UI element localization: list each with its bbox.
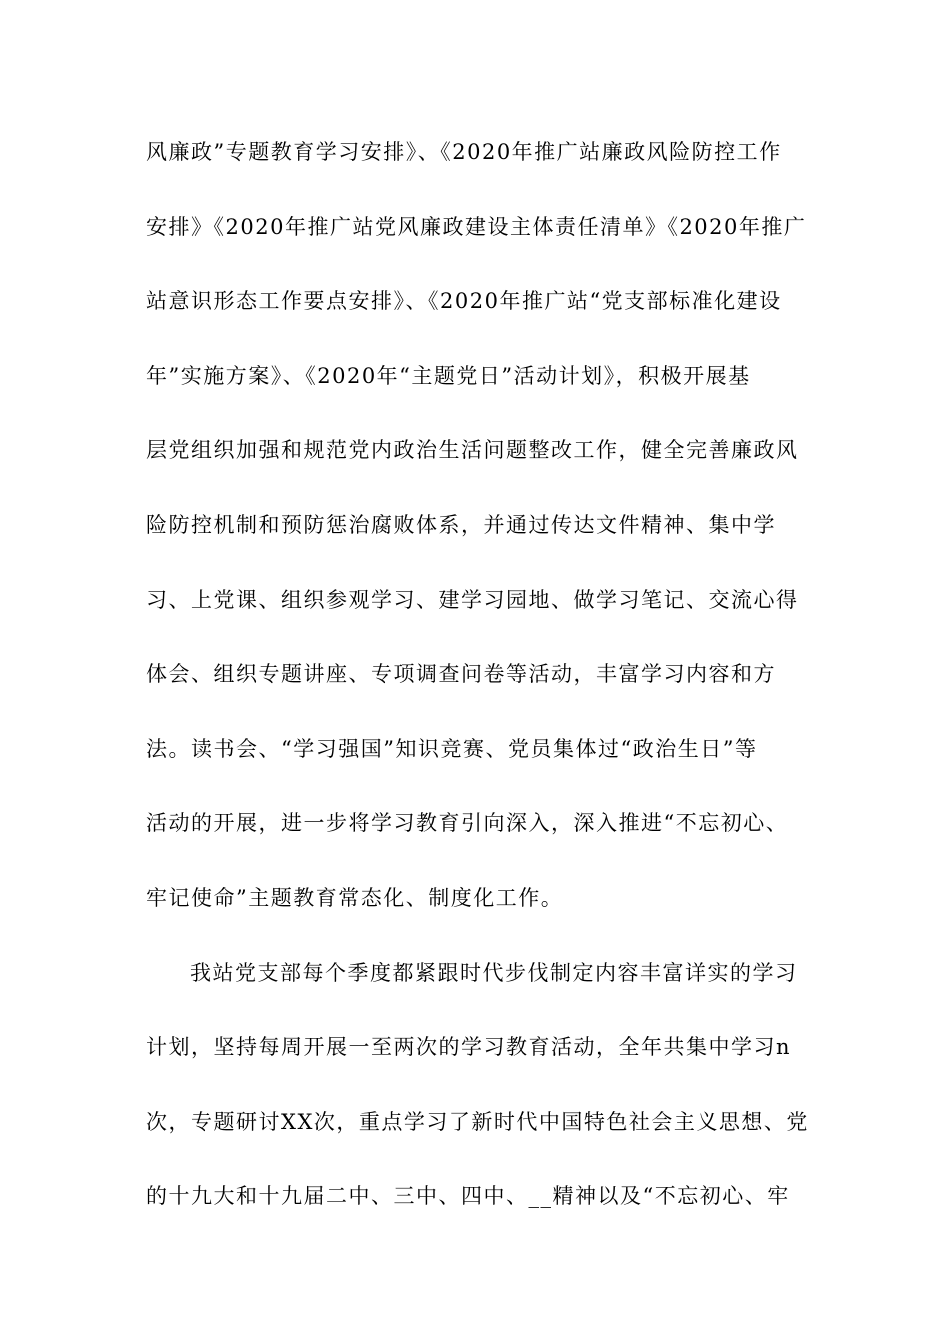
text-line: 次，专题研讨XX次，重点学习了新时代中国特色社会主义思想、党 [146,1109,809,1134]
text-line: 年”实施方案》、《2020年“主题党日”活动计划》，积极开展基 [146,363,751,388]
text-line: 法。读书会、“学习强国”知识竞赛、党员集体过“政治生日”等 [146,736,758,761]
text-line: 习、上党课、组织参观学习、建学习园地、做学习笔记、交流心得 [146,587,799,612]
text-line: 层党组织加强和规范党内政治生活问题整改工作，健全完善廉政风 [146,438,799,463]
text-line: 的十九大和十九届二中、三中、四中、__精神以及“不忘初心、牢 [146,1184,790,1209]
text-line: 体会、组织专题讲座、专项调查问卷等活动，丰富学习内容和方 [146,662,776,687]
text-line: 站意识形态工作要点安排》、《2020年推广站“党支部标准化建设 [146,289,782,314]
text-line: 计划，坚持每周开展一至两次的学习教育活动，全年共集中学习n [146,1035,792,1060]
text-line: 风廉政”专题教育学习安排》、《2020年推广站廉政风险防控工作 [146,140,782,164]
text-line: 牢记使命”主题教育常态化、制度化工作。 [146,885,564,910]
text-line: 险防控机制和预防惩治腐败体系，并通过传达文件精神、集中学 [146,512,776,537]
document-body [146,126,809,1245]
text-line: 安排》《2020年推广站党风廉政建设主体责任清单》《2020年推广 [146,214,807,239]
paragraph-1 [146,126,806,947]
text-line: 活动的开展，进一步将学习教育引向深入，深入推进“不忘初心、 [146,811,789,836]
text-line: 我站党支部每个季度都紧跟时代步伐制定内容丰富详实的学习 [190,960,798,985]
paragraph-2 [146,947,809,1245]
